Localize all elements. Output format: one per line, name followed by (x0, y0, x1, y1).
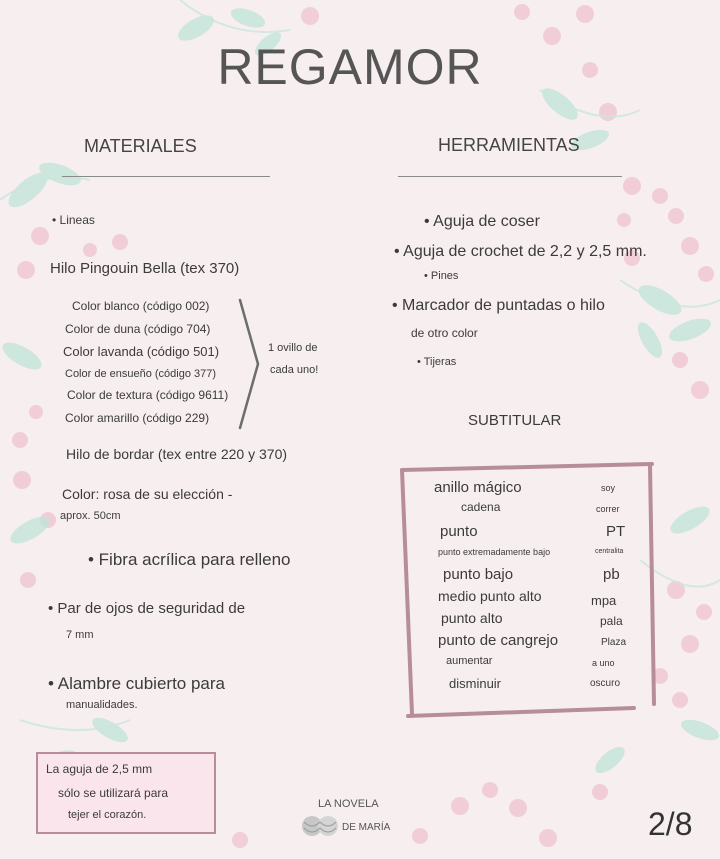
legend-abbr: a uno (592, 658, 615, 668)
legend-abbr: soy (601, 483, 616, 493)
materials-fibra: • Fibra acrílica para relleno (88, 550, 291, 569)
materials-hilo: Hilo Pingouin Bella (tex 370) (50, 260, 240, 277)
tools-pines: • Pines (424, 270, 459, 282)
materials-ojos: • Par de ojos de seguridad de (48, 600, 246, 617)
legend-abbr: correr (596, 504, 620, 514)
tools-heading: HERRAMIENTAS (438, 135, 580, 155)
legend-term: punto extremadamente bajo (438, 547, 551, 557)
color-item: Color lavanda (código 501) (63, 344, 220, 359)
legend-abbr: pb (603, 566, 620, 583)
brace-icon (236, 296, 262, 432)
legend-abbr: oscuro (590, 678, 621, 689)
tools-divider (398, 176, 622, 177)
ovillo-note-1: 1 ovillo de (268, 342, 318, 354)
color-item: Color amarillo (código 229) (65, 411, 210, 425)
logo-text-2: DE MARÍA (342, 822, 391, 833)
yarn-logo-icon (300, 812, 342, 840)
materials-lineas: • Lineas (52, 213, 95, 227)
tools-aguja-crochet: • Aguja de crochet de 2,2 y 2,5 mm. (394, 243, 647, 260)
tools-aguja-coser: • Aguja de coser (424, 213, 540, 230)
legend-abbr: mpa (591, 593, 617, 608)
tools-otro-color: de otro color (411, 326, 478, 340)
legend-abbr: PT (606, 523, 626, 540)
legend-term: punto (440, 523, 478, 540)
materials-rosa: Color: rosa de su elección - (62, 486, 233, 502)
ovillo-note-2: cada uno! (270, 364, 319, 376)
legend-term: anillo mágico (434, 479, 522, 496)
subtitular-heading: SUBTITULAR (468, 412, 562, 429)
materials-7mm: 7 mm (66, 629, 94, 641)
materials-bordar: Hilo de bordar (tex entre 220 y 370) (66, 446, 288, 462)
color-item: Color blanco (código 002) (72, 299, 210, 313)
tools-marcador: • Marcador de puntadas o hilo (392, 297, 605, 314)
materials-heading: MATERIALES (84, 136, 197, 156)
legend-term: punto bajo (443, 566, 514, 583)
materials-manualidades: manualidades. (66, 699, 138, 711)
page-title: REGAMOR (217, 39, 483, 95)
materials-divider (62, 176, 270, 177)
tools-tijeras: • Tijeras (417, 356, 457, 368)
legend-abbr: Plaza (601, 637, 627, 648)
legend-term: medio punto alto (438, 588, 542, 604)
materials-aprox: aprox. 50cm (60, 510, 121, 522)
note-line-2: sólo se utilizará para (58, 786, 169, 800)
page-number: 2/8 (648, 806, 693, 842)
legend-abbr: pala (600, 614, 623, 628)
materials-alambre: • Alambre cubierto para (48, 674, 225, 693)
note-line-3: tejer el corazón. (68, 809, 147, 821)
color-item: Color de textura (código 9611) (67, 388, 229, 402)
logo-text-1: LA NOVELA (318, 798, 379, 810)
color-item: Color de ensueño (código 377) (65, 368, 217, 380)
legend-term: punto de cangrejo (438, 632, 559, 649)
legend-term: aumentar (446, 655, 493, 667)
color-item: Color de duna (código 704) (65, 322, 211, 336)
note-line-1: La aguja de 2,5 mm (46, 762, 153, 776)
legend-abbr: centralita (595, 548, 624, 555)
legend-term: cadena (461, 500, 501, 514)
legend-term: disminuir (449, 676, 502, 691)
legend-term: punto alto (441, 610, 503, 626)
